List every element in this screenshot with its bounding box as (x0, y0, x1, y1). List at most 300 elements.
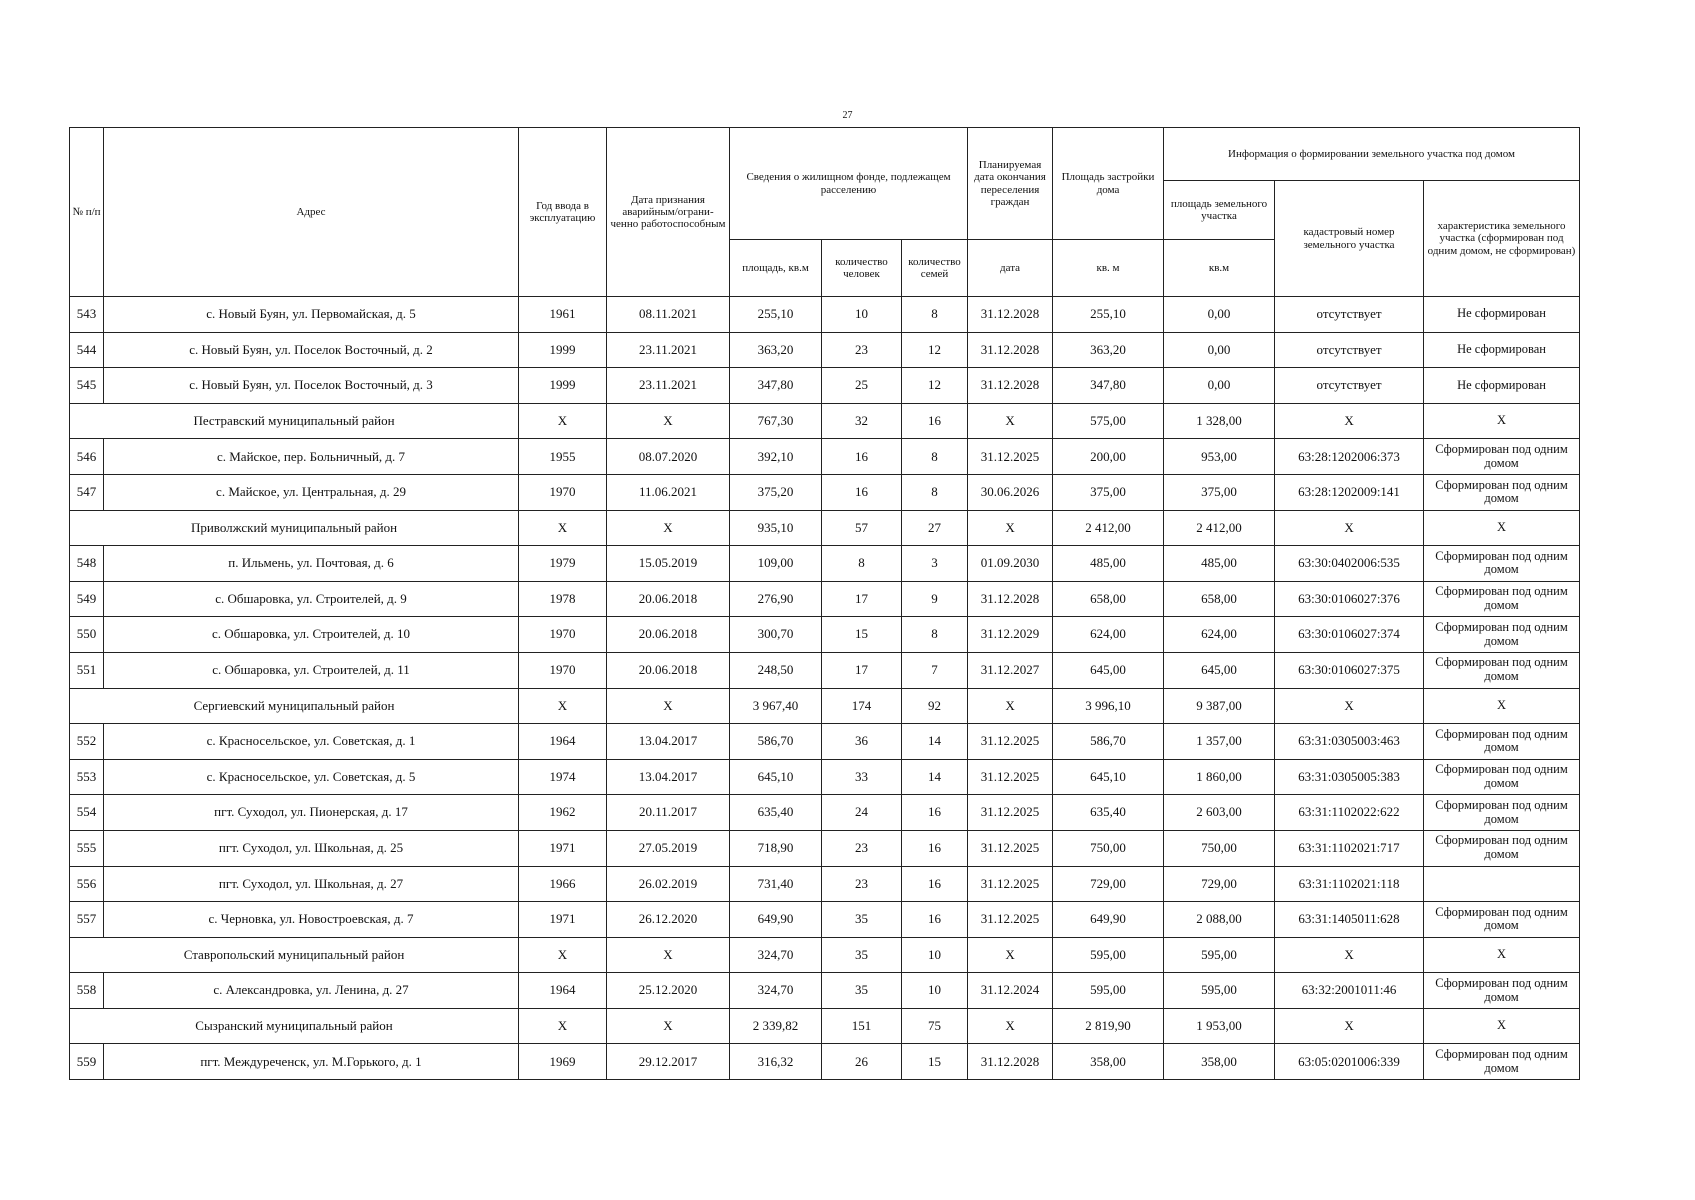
cell-land-area: 0,00 (1164, 368, 1275, 404)
cell-build-area: 485,00 (1053, 546, 1164, 582)
cell-cadastral: 63:31:1102022:622 (1275, 795, 1424, 831)
table-row (70, 297, 1580, 333)
table-row (70, 973, 1580, 1009)
district-row (70, 937, 1580, 973)
cell-families: 7 (902, 652, 968, 688)
cell-area: 276,90 (730, 581, 822, 617)
cell-num: 549 (70, 581, 104, 617)
table-header (70, 128, 1580, 297)
cell-area: 2 339,82 (730, 1008, 822, 1044)
cell-families: 8 (902, 439, 968, 475)
cell-people: 17 (822, 652, 902, 688)
district-name: Сергиевский муниципальный район (70, 688, 519, 724)
cell-build-area: 347,80 (1053, 368, 1164, 404)
cell-build-area: 3 996,10 (1053, 688, 1164, 724)
cell-char: Сформирован под одним домом (1424, 724, 1580, 760)
cell-date: 27.05.2019 (607, 830, 730, 866)
cell-land-area: 2 603,00 (1164, 795, 1275, 831)
cell-year: 1999 (519, 332, 607, 368)
cell-cadastral: 63:30:0106027:374 (1275, 617, 1424, 653)
cell-planned: 31.12.2025 (968, 902, 1053, 938)
cell-num: 546 (70, 439, 104, 475)
cell-families: 8 (902, 617, 968, 653)
header-housing-info: Сведения о жилищном фонде, подлежащем расселению (730, 128, 968, 240)
district-name: Приволжский муниципальный район (70, 510, 519, 546)
cell-families: 16 (902, 795, 968, 831)
cell-cadastral: отсутствует (1275, 368, 1424, 404)
cell-families: 3 (902, 546, 968, 582)
district-row (70, 510, 1580, 546)
cell-date: 08.07.2020 (607, 439, 730, 475)
cell-num: 547 (70, 474, 104, 510)
cell-people: 35 (822, 902, 902, 938)
table-row (70, 546, 1580, 582)
cell-num: 554 (70, 795, 104, 831)
cell-area: 635,40 (730, 795, 822, 831)
cell-area: 316,32 (730, 1044, 822, 1080)
cell-cadastral: 63:28:1202006:373 (1275, 439, 1424, 475)
cell-address: пгт. Суходол, ул. Школьная, д. 25 (104, 830, 519, 866)
cell-date: X (607, 510, 730, 546)
table-row (70, 332, 1580, 368)
cell-char: X (1424, 510, 1580, 546)
cell-cadastral: отсутствует (1275, 332, 1424, 368)
cell-char: Не сформирован (1424, 297, 1580, 333)
cell-planned: X (968, 1008, 1053, 1044)
cell-area: 300,70 (730, 617, 822, 653)
cell-people: 25 (822, 368, 902, 404)
cell-year: 1969 (519, 1044, 607, 1080)
cell-char: Сформирован под одним домом (1424, 546, 1580, 582)
cell-people: 26 (822, 1044, 902, 1080)
cell-people: 16 (822, 474, 902, 510)
cell-address: пгт. Междуреченск, ул. М.Горького, д. 1 (104, 1044, 519, 1080)
cell-date: X (607, 688, 730, 724)
cell-date: X (607, 403, 730, 439)
cell-planned: X (968, 688, 1053, 724)
cell-build-area: 750,00 (1053, 830, 1164, 866)
cell-planned: 31.12.2025 (968, 759, 1053, 795)
cell-char: Не сформирован (1424, 368, 1580, 404)
cell-year: 1971 (519, 902, 607, 938)
cell-build-area: 729,00 (1053, 866, 1164, 902)
cell-land-area: 0,00 (1164, 297, 1275, 333)
cell-land-area: 750,00 (1164, 830, 1275, 866)
header-land-char: характеристика земельного участка (сформирован под одним домом, не сформирован) (1424, 181, 1580, 297)
cell-build-area: 645,10 (1053, 759, 1164, 795)
cell-date: X (607, 1008, 730, 1044)
cell-people: 10 (822, 297, 902, 333)
table-row (70, 866, 1580, 902)
cell-families: 9 (902, 581, 968, 617)
cell-date: 11.06.2021 (607, 474, 730, 510)
cell-land-area: 375,00 (1164, 474, 1275, 510)
cell-num: 548 (70, 546, 104, 582)
cell-address: с. Новый Буян, ул. Поселок Восточный, д. 2 (104, 332, 519, 368)
cell-build-area: 200,00 (1053, 439, 1164, 475)
cell-build-area: 645,00 (1053, 652, 1164, 688)
table-row (70, 795, 1580, 831)
cell-area: 109,00 (730, 546, 822, 582)
cell-cadastral: X (1275, 510, 1424, 546)
cell-cadastral: 63:31:0305003:463 (1275, 724, 1424, 760)
cell-year: 1970 (519, 617, 607, 653)
cell-year: X (519, 1008, 607, 1044)
cell-planned: 31.12.2025 (968, 830, 1053, 866)
cell-address: с. Красносельское, ул. Советская, д. 1 (104, 724, 519, 760)
cell-year: 1955 (519, 439, 607, 475)
cell-build-area: 635,40 (1053, 795, 1164, 831)
cell-land-area: 658,00 (1164, 581, 1275, 617)
cell-cadastral: 63:31:0305005:383 (1275, 759, 1424, 795)
header-building-area: Площадь застройки дома (1053, 128, 1164, 240)
cell-families: 14 (902, 759, 968, 795)
cell-date: 15.05.2019 (607, 546, 730, 582)
cell-char: Сформирован под одним домом (1424, 902, 1580, 938)
cell-char: X (1424, 1008, 1580, 1044)
cell-year: 1964 (519, 724, 607, 760)
cell-char: Сформирован под одним домом (1424, 652, 1580, 688)
cell-address: с. Новый Буян, ул. Поселок Восточный, д. 3 (104, 368, 519, 404)
cell-planned: 31.12.2028 (968, 297, 1053, 333)
cell-num: 557 (70, 902, 104, 938)
cell-planned: 31.12.2028 (968, 332, 1053, 368)
cell-cadastral: 63:31:1405011:628 (1275, 902, 1424, 938)
cell-date: 13.04.2017 (607, 724, 730, 760)
cell-area: 363,20 (730, 332, 822, 368)
cell-date: 08.11.2021 (607, 297, 730, 333)
cell-address: с. Александровка, ул. Ленина, д. 27 (104, 973, 519, 1009)
cell-cadastral: X (1275, 1008, 1424, 1044)
cell-cadastral: 63:30:0106027:376 (1275, 581, 1424, 617)
cell-build-area: 2 819,90 (1053, 1008, 1164, 1044)
cell-build-area: 363,20 (1053, 332, 1164, 368)
cell-people: 8 (822, 546, 902, 582)
cell-land-area: 358,00 (1164, 1044, 1275, 1080)
table-row (70, 1044, 1580, 1080)
cell-people: 151 (822, 1008, 902, 1044)
cell-planned: 31.12.2028 (968, 1044, 1053, 1080)
cell-planned: 31.12.2027 (968, 652, 1053, 688)
header-kv-m: кв. м (1053, 240, 1164, 297)
table-row (70, 830, 1580, 866)
cell-date: 29.12.2017 (607, 1044, 730, 1080)
cell-people: 17 (822, 581, 902, 617)
cell-cadastral: 63:28:1202009:141 (1275, 474, 1424, 510)
cell-address: с. Майское, ул. Центральная, д. 29 (104, 474, 519, 510)
cell-people: 15 (822, 617, 902, 653)
cell-cadastral: отсутствует (1275, 297, 1424, 333)
cell-cadastral: 63:30:0402006:535 (1275, 546, 1424, 582)
cell-num: 558 (70, 973, 104, 1009)
cell-build-area: 624,00 (1053, 617, 1164, 653)
cell-build-area: 586,70 (1053, 724, 1164, 760)
cell-area: 935,10 (730, 510, 822, 546)
cell-families: 16 (902, 866, 968, 902)
cell-char: X (1424, 688, 1580, 724)
header-date-recognized: Дата признания аварийным/ограни-ченно работоспособным (607, 128, 730, 297)
cell-address: с. Новый Буян, ул. Первомайская, д. 5 (104, 297, 519, 333)
cell-planned: 31.12.2028 (968, 368, 1053, 404)
header-address: Адрес (104, 128, 519, 297)
cell-address: п. Ильмень, ул. Почтовая, д. 6 (104, 546, 519, 582)
header-land-area: площадь земельного участка (1164, 181, 1275, 240)
table-row (70, 581, 1580, 617)
table-body (70, 297, 1580, 1080)
cell-date: 26.12.2020 (607, 902, 730, 938)
cell-planned: 31.12.2025 (968, 724, 1053, 760)
cell-area: 347,80 (730, 368, 822, 404)
cell-date: 20.06.2018 (607, 581, 730, 617)
cell-build-area: 649,90 (1053, 902, 1164, 938)
cell-num: 555 (70, 830, 104, 866)
cell-planned: 01.09.2030 (968, 546, 1053, 582)
cell-address: с. Майское, пер. Больничный, д. 7 (104, 439, 519, 475)
cell-area: 324,70 (730, 937, 822, 973)
cell-families: 10 (902, 973, 968, 1009)
cell-date: 25.12.2020 (607, 973, 730, 1009)
cell-year: X (519, 510, 607, 546)
cell-area: 375,20 (730, 474, 822, 510)
cell-planned: 30.06.2026 (968, 474, 1053, 510)
cell-area: 731,40 (730, 866, 822, 902)
table-row (70, 474, 1580, 510)
cell-year: 1970 (519, 474, 607, 510)
header-kvm: кв.м (1164, 240, 1275, 297)
table-row (70, 652, 1580, 688)
cell-planned: 31.12.2028 (968, 581, 1053, 617)
cell-land-area: 2 088,00 (1164, 902, 1275, 938)
cell-char: Сформирован под одним домом (1424, 795, 1580, 831)
cell-char: Не сформирован (1424, 332, 1580, 368)
cell-build-area: 2 412,00 (1053, 510, 1164, 546)
cell-date: 20.06.2018 (607, 617, 730, 653)
cell-address: с. Обшаровка, ул. Строителей, д. 9 (104, 581, 519, 617)
cell-people: 35 (822, 937, 902, 973)
cell-build-area: 595,00 (1053, 937, 1164, 973)
cell-families: 16 (902, 403, 968, 439)
header-cadastral: кадастровый номер земельного участка (1275, 181, 1424, 297)
cell-families: 75 (902, 1008, 968, 1044)
cell-date: 20.11.2017 (607, 795, 730, 831)
cell-cadastral: 63:31:1102021:717 (1275, 830, 1424, 866)
table-row (70, 617, 1580, 653)
cell-planned: X (968, 937, 1053, 973)
cell-cadastral: 63:32:2001011:46 (1275, 973, 1424, 1009)
cell-planned: 31.12.2024 (968, 973, 1053, 1009)
cell-families: 92 (902, 688, 968, 724)
cell-cadastral: 63:05:0201006:339 (1275, 1044, 1424, 1080)
cell-people: 174 (822, 688, 902, 724)
cell-num: 551 (70, 652, 104, 688)
cell-char (1424, 866, 1580, 902)
table-row (70, 759, 1580, 795)
cell-families: 12 (902, 332, 968, 368)
cell-cadastral: X (1275, 937, 1424, 973)
cell-people: 16 (822, 439, 902, 475)
cell-year: X (519, 688, 607, 724)
cell-year: 1966 (519, 866, 607, 902)
cell-planned: X (968, 510, 1053, 546)
cell-area: 392,10 (730, 439, 822, 475)
cell-char: Сформирован под одним домом (1424, 617, 1580, 653)
cell-people: 57 (822, 510, 902, 546)
cell-char: Сформирован под одним домом (1424, 474, 1580, 510)
cell-families: 8 (902, 297, 968, 333)
cell-char: Сформирован под одним домом (1424, 973, 1580, 1009)
cell-land-area: 595,00 (1164, 973, 1275, 1009)
cell-people: 33 (822, 759, 902, 795)
cell-num: 544 (70, 332, 104, 368)
header-planned-end: Планируемая дата окончания переселения граждан (968, 128, 1053, 240)
district-name: Ставропольский муниципальный район (70, 937, 519, 973)
cell-families: 12 (902, 368, 968, 404)
cell-char: Сформирован под одним домом (1424, 830, 1580, 866)
cell-land-area: 953,00 (1164, 439, 1275, 475)
cell-area: 3 967,40 (730, 688, 822, 724)
cell-area: 767,30 (730, 403, 822, 439)
cell-families: 16 (902, 830, 968, 866)
page-number: 27 (842, 110, 853, 121)
cell-planned: 31.12.2025 (968, 866, 1053, 902)
cell-families: 16 (902, 902, 968, 938)
housing-register-table (69, 127, 1580, 1080)
cell-planned: 31.12.2025 (968, 439, 1053, 475)
cell-year: 1974 (519, 759, 607, 795)
cell-land-area: 1 953,00 (1164, 1008, 1275, 1044)
cell-land-area: 1 328,00 (1164, 403, 1275, 439)
cell-char: Сформирован под одним домом (1424, 439, 1580, 475)
header-people: количество человек (822, 240, 902, 297)
cell-cadastral: X (1275, 688, 1424, 724)
cell-area: 649,90 (730, 902, 822, 938)
cell-year: 1964 (519, 973, 607, 1009)
cell-people: 32 (822, 403, 902, 439)
cell-year: 1978 (519, 581, 607, 617)
cell-date: 13.04.2017 (607, 759, 730, 795)
cell-land-area: 1 860,00 (1164, 759, 1275, 795)
header-area-kvm: площадь, кв.м (730, 240, 822, 297)
district-name: Сызранский муниципальный район (70, 1008, 519, 1044)
cell-land-area: 595,00 (1164, 937, 1275, 973)
table-row (70, 439, 1580, 475)
cell-num: 543 (70, 297, 104, 333)
cell-date: X (607, 937, 730, 973)
cell-year: 1999 (519, 368, 607, 404)
cell-date: 23.11.2021 (607, 368, 730, 404)
cell-num: 553 (70, 759, 104, 795)
cell-year: 1979 (519, 546, 607, 582)
cell-families: 15 (902, 1044, 968, 1080)
cell-address: с. Обшаровка, ул. Строителей, д. 11 (104, 652, 519, 688)
cell-num: 556 (70, 866, 104, 902)
cell-families: 27 (902, 510, 968, 546)
cell-area: 255,10 (730, 297, 822, 333)
district-name: Пестравский муниципальный район (70, 403, 519, 439)
cell-cadastral: 63:31:1102021:118 (1275, 866, 1424, 902)
cell-year: 1961 (519, 297, 607, 333)
cell-build-area: 255,10 (1053, 297, 1164, 333)
cell-land-area: 2 412,00 (1164, 510, 1275, 546)
cell-people: 23 (822, 866, 902, 902)
cell-year: 1962 (519, 795, 607, 831)
cell-people: 35 (822, 973, 902, 1009)
cell-people: 36 (822, 724, 902, 760)
cell-num: 545 (70, 368, 104, 404)
cell-num: 550 (70, 617, 104, 653)
cell-planned: 31.12.2025 (968, 795, 1053, 831)
cell-char: Сформирован под одним домом (1424, 581, 1580, 617)
table-row (70, 724, 1580, 760)
cell-char: Сформирован под одним домом (1424, 759, 1580, 795)
district-row (70, 1008, 1580, 1044)
cell-num: 552 (70, 724, 104, 760)
header-year: Год ввода в эксплуатацию (519, 128, 607, 297)
cell-char: Сформирован под одним домом (1424, 1044, 1580, 1080)
district-row (70, 688, 1580, 724)
cell-num: 559 (70, 1044, 104, 1080)
cell-land-area: 729,00 (1164, 866, 1275, 902)
cell-area: 645,10 (730, 759, 822, 795)
cell-year: 1970 (519, 652, 607, 688)
cell-build-area: 575,00 (1053, 403, 1164, 439)
cell-planned: X (968, 403, 1053, 439)
cell-land-area: 9 387,00 (1164, 688, 1275, 724)
cell-char: X (1424, 937, 1580, 973)
cell-planned: 31.12.2029 (968, 617, 1053, 653)
cell-address: пгт. Суходол, ул. Пионерская, д. 17 (104, 795, 519, 831)
cell-build-area: 375,00 (1053, 474, 1164, 510)
cell-address: пгт. Суходол, ул. Школьная, д. 27 (104, 866, 519, 902)
district-row (70, 403, 1580, 439)
cell-land-area: 645,00 (1164, 652, 1275, 688)
cell-cadastral: X (1275, 403, 1424, 439)
cell-address: с. Черновка, ул. Новостроевская, д. 7 (104, 902, 519, 938)
cell-people: 24 (822, 795, 902, 831)
cell-land-area: 485,00 (1164, 546, 1275, 582)
header-num: № п/п (70, 128, 104, 297)
cell-area: 248,50 (730, 652, 822, 688)
cell-build-area: 658,00 (1053, 581, 1164, 617)
cell-land-area: 1 357,00 (1164, 724, 1275, 760)
table-row (70, 902, 1580, 938)
cell-families: 10 (902, 937, 968, 973)
cell-build-area: 595,00 (1053, 973, 1164, 1009)
cell-area: 586,70 (730, 724, 822, 760)
cell-families: 8 (902, 474, 968, 510)
cell-year: X (519, 937, 607, 973)
cell-land-area: 0,00 (1164, 332, 1275, 368)
cell-char: X (1424, 403, 1580, 439)
cell-address: с. Красносельское, ул. Советская, д. 5 (104, 759, 519, 795)
cell-families: 14 (902, 724, 968, 760)
cell-date: 26.02.2019 (607, 866, 730, 902)
cell-year: X (519, 403, 607, 439)
table-row (70, 368, 1580, 404)
cell-date: 23.11.2021 (607, 332, 730, 368)
cell-area: 718,90 (730, 830, 822, 866)
cell-people: 23 (822, 830, 902, 866)
cell-build-area: 358,00 (1053, 1044, 1164, 1080)
cell-year: 1971 (519, 830, 607, 866)
cell-people: 23 (822, 332, 902, 368)
cell-address: с. Обшаровка, ул. Строителей, д. 10 (104, 617, 519, 653)
header-families: количество семей (902, 240, 968, 297)
cell-cadastral: 63:30:0106027:375 (1275, 652, 1424, 688)
cell-area: 324,70 (730, 973, 822, 1009)
cell-land-area: 624,00 (1164, 617, 1275, 653)
header-land-info: Информация о формировании земельного участка под домом (1164, 128, 1580, 181)
